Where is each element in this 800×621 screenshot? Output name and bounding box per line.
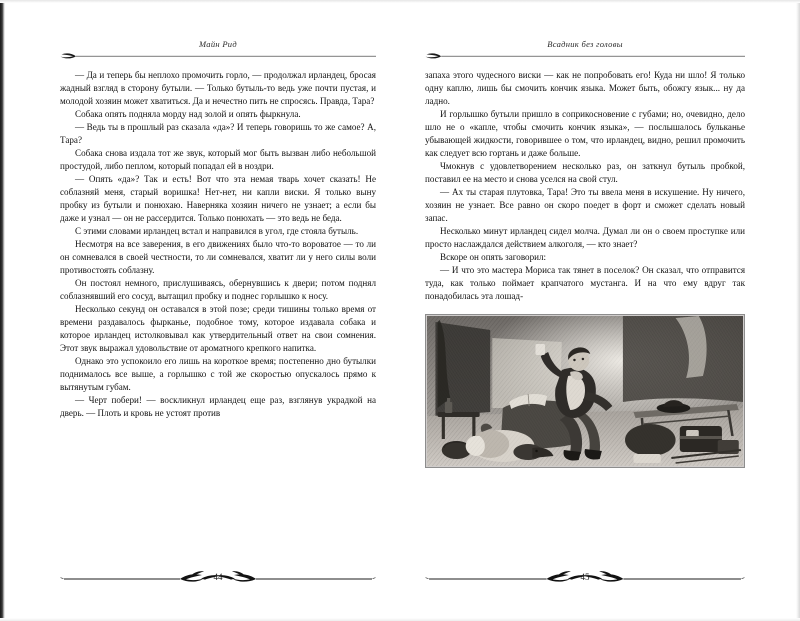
paragraph: Он постоял немного, прислушиваясь, обернувшись к двери; потом поднял соблазнявший его сосуд, вытащил пробку и поднес горлышко к носу.	[60, 278, 376, 301]
paragraph: Несмотря на все заверения, в его движениях было что-то вороватое — то ли он сомневался в своей честности, то ли сомневался, хватит ли у него силы воли противостоять соблазну.	[60, 239, 376, 275]
page-right	[400, 0, 790, 621]
paragraph: Несколько минут ирландец сидел молча. Думал ли он о своем проступке или просто наслаждался действием алкоголя, — кто знает?	[425, 226, 745, 249]
running-head-left	[60, 38, 376, 64]
page-number-left: 44	[213, 572, 223, 582]
page-block-left-edge	[0, 0, 5, 621]
header-rule-left	[60, 52, 376, 61]
leaf-flourish-icon	[61, 53, 77, 58]
leaf-flourish-icon	[426, 53, 442, 58]
footer-left	[60, 569, 376, 587]
paragraph: Чмокнув с удовлетворением несколько раз, он заткнул бутыль пробкой, поставил ее на место и снова уселся на свой стул.	[425, 161, 745, 184]
paragraph: С этими словами ирландец встал и направился в угол, где стояла бутыль.	[75, 226, 359, 236]
paragraph: — Ведь ты в прошлый раз сказала «да»? И теперь говоришь то же самое? А, Тара?	[60, 122, 376, 145]
page-block-right-edge	[796, 0, 800, 621]
running-head-title: Всадник без головы	[547, 39, 623, 49]
page-left	[8, 0, 398, 621]
running-head-author: Майн Рид	[199, 39, 237, 49]
paragraph: запаха этого чудесного виски — как не попробовать его! Куда ни шло! Я только одну каплю, лишь бы смочить кончик языка. Может быть, обожгу язык... ну да ладно.	[425, 70, 745, 106]
paragraph: Несколько секунд он оставался в этой позе; среди тишины только время от времени раздавалось фырканье, подобное тому, которое издавала собака и которое ирландец истолковывал как утвердительный ответ на свои сомнения. Этот звук выражал удовольствие от ароматного крепкого напитка.	[60, 304, 376, 353]
paragraph: — Опять «да»? Так и есть! Вот что эта немая тварь хочет сказать! Не соблазняй меня, старый воришка! Нет-нет, ни капли виски. Я только выну пробку из бутыли и понюхаю. Наверняка хозяин ничего не узнает; а если бы даже и узнал — он не рассердится. Только понюхать — это ведь не беда.	[60, 174, 376, 223]
paragraph: — Да и теперь бы неплохо промочить горло, — продолжал ирландец, бросая жадный взгляд в сторону бутыли. — Только бутыль-то ведь уже почти пустая, и молодой хозяин может хватиться. Да и нечестно пить не спросясь. Правда, Тара?	[60, 70, 376, 106]
footer-right	[425, 569, 745, 587]
page-number-right: 45	[580, 572, 590, 582]
page-right-body	[425, 69, 745, 303]
running-head-right	[425, 38, 745, 64]
illustration-figure	[425, 314, 745, 468]
page-left-body	[60, 69, 376, 420]
page-left-textblock	[60, 38, 376, 420]
paragraph: — Черт побери! — воскликнул ирландец еще раз, взглянув украдкой на дверь. — Плоть и кровь не устоят против	[60, 395, 376, 418]
paragraph: — Ах ты старая плутовка, Тара! Это ты ввела меня в искушение. Ну ничего, хозяин не узнает. Все равно он скоро поедет в форт и сможет сделать новый запас.	[425, 187, 745, 223]
paragraph: — И что это мастера Мориса так тянет в поселок? Он сказал, что отправится туда, как только поймает крапчатого мустанга. И на что ему вдруг так понадобилась эта лошад-	[425, 265, 745, 301]
header-rule-right	[425, 52, 745, 61]
paragraph: Собака опять подняла морду над золой и опять фыркнула.	[75, 109, 301, 119]
paragraph: Собака снова издала тот же звук, который мог быть вызван либо небольшой простудой, либо пеплом, который попадал ей в ноздри.	[60, 148, 376, 171]
paragraph: Вскоре он опять заговорил:	[440, 252, 547, 262]
paragraph: И горлышко бутыли пришло в соприкосновение с губами; но, очевидно, дело шло не о «капле, чтобы смочить кончик языка», — послышалось бульканье убывающей жидкости, говорившее о том, что ирландец, видно, решил промочить как следует всю гортань и даже больше.	[425, 109, 745, 158]
page-right-textblock	[425, 38, 745, 468]
paragraph: Однако это успокоило его лишь на короткое время; постепенно дно бутылки поднималось все выше, а горлышко с той же скоростью опускалось прямо к вытянутым губам.	[60, 356, 376, 392]
illustration-image	[427, 316, 743, 466]
